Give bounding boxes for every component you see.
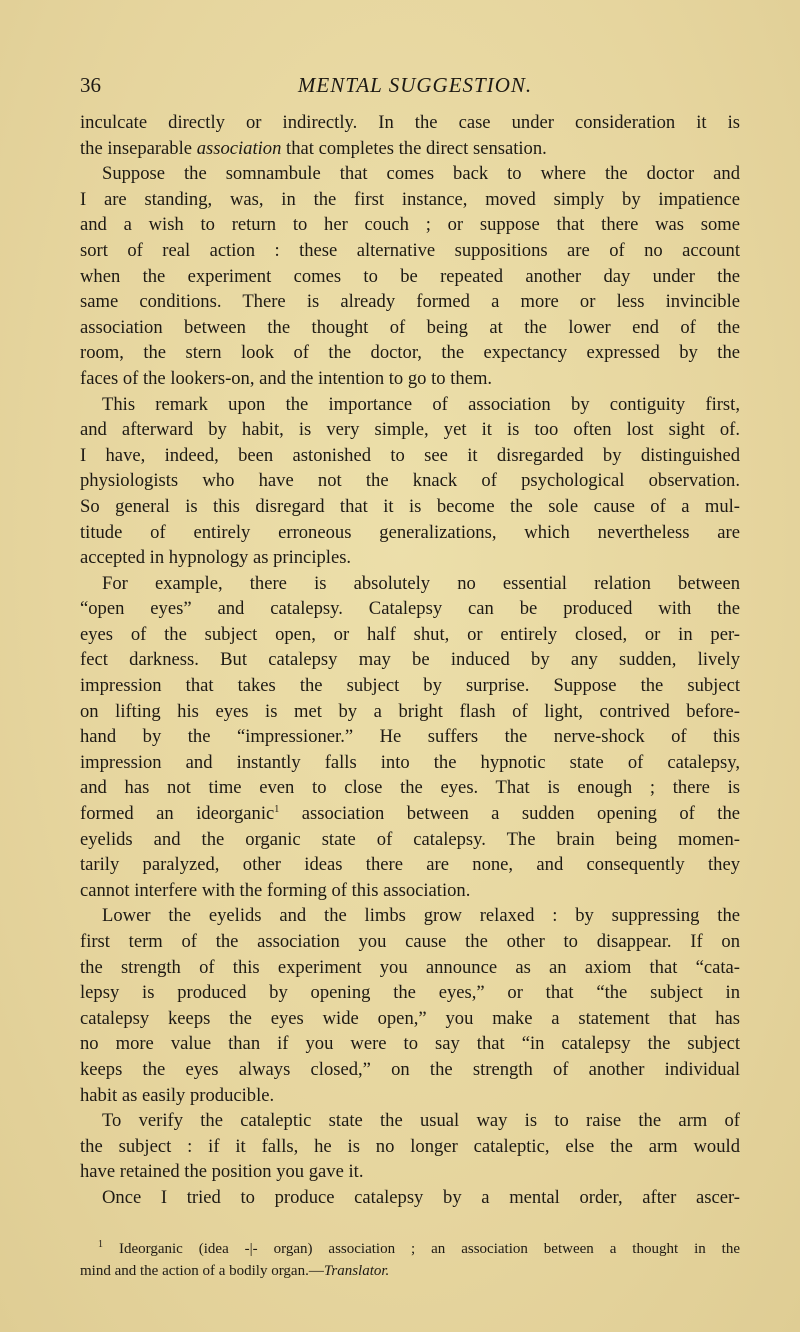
text-line: Once I tried to produce catalepsy by a mental order, after ascer- xyxy=(102,1186,740,1208)
text-line: I are standing, was, in the first instance, moved simply by impatience xyxy=(80,188,740,210)
text-line: first term of the association you cause the other to disappear. If on xyxy=(80,931,740,952)
footnote-marker: 1 xyxy=(98,1239,103,1250)
footnote-reference[interactable]: 1 xyxy=(274,803,280,815)
text-line: Lower the eyelids and the limbs grow relaxed : by suppressing the xyxy=(102,905,740,927)
text-line: For example, there is absolutely no essential relation between xyxy=(102,572,740,594)
text-line: have retained the position you gave it. xyxy=(80,1161,364,1183)
text-line: To verify the cataleptic state the usual way is to raise the arm of xyxy=(102,1110,740,1132)
text-line: inculcate directly or indirectly. In the case under consideration it is xyxy=(80,112,740,133)
text-line: accepted in hypnology as principles. xyxy=(80,547,352,569)
text-line: cannot interfere with the forming of this association. xyxy=(80,879,471,901)
text-segment: formed an ideorganic xyxy=(80,803,275,825)
text-line xyxy=(80,136,740,162)
text-line: and a wish to return to her couch ; or suppose that there was some xyxy=(80,214,740,236)
footnote-text: mind and the action of a bodily organ.— xyxy=(80,1263,324,1279)
footnote xyxy=(80,1238,740,1282)
text-line: no more value than if you were to say that “in catalepsy the subject xyxy=(80,1033,740,1055)
footnote-line xyxy=(80,1260,740,1282)
text-line: when the experiment comes to be repeated another day under the xyxy=(80,265,740,287)
text-line: catalepsy keeps the eyes wide open,” you make a statement that has xyxy=(80,1007,740,1029)
text-line: and afterward by habit, is very simple, yet it is too often lost sight of. xyxy=(80,419,740,441)
page-number: 36 xyxy=(80,73,101,97)
text-line: same conditions. There is already formed a more or less invincible xyxy=(80,291,740,313)
text-line: I have, indeed, been astonished to see it disregarded by distinguished xyxy=(80,444,740,466)
text-segment: the inseparable xyxy=(80,137,197,159)
text-line: association between the thought of being at the lower end of the xyxy=(80,316,740,338)
text-line: fect darkness. But catalepsy may be induced by any sudden, lively xyxy=(80,649,740,671)
text-line: room, the stern look of the doctor, the expectancy expressed by the xyxy=(80,342,740,364)
text-line: impression and instantly falls into the hypnotic state of catalepsy, xyxy=(80,751,740,773)
text-line: faces of the lookers-on, and the intention to go to them. xyxy=(80,367,493,389)
text-line: So general is this disregard that it is become the sole cause of a mul- xyxy=(80,495,740,517)
running-title: MENTAL SUGGESTION. xyxy=(297,73,533,97)
text-line: “open eyes” and catalepsy. Catalepsy can be produced with the xyxy=(80,598,740,620)
text-line: This remark upon the importance of association by contiguity first, xyxy=(102,393,740,415)
footnote-attribution: Translator. xyxy=(323,1263,390,1279)
text-line: the strength of this experiment you announce as an axiom that “cata- xyxy=(80,956,740,978)
text-line: tarily paralyzed, other ideas there are none, and consequently they xyxy=(80,854,740,876)
body-text xyxy=(80,110,740,1211)
text-line: and has not time even to close the eyes. That is enough ; there is xyxy=(80,777,740,799)
text-line: hand by the “impressioner.” He suffers the nerve-shock of this xyxy=(80,726,740,748)
text-segment: that completes the direct sensation. xyxy=(281,137,547,159)
text-line: eyelids and the organic state of catalepsy. The brain being momen- xyxy=(80,828,740,850)
text-segment: association between a sudden opening of the xyxy=(279,803,740,825)
text-line: titude of entirely erroneous generalizations, which nevertheless are xyxy=(80,521,740,543)
page-header xyxy=(80,70,740,100)
footnote-line xyxy=(80,1238,740,1260)
text-line: the subject : if it falls, he is no longer cataleptic, else the arm would xyxy=(80,1135,740,1157)
text-line xyxy=(80,801,740,827)
text-line: sort of real action : these alternative suppositions are of no account xyxy=(80,239,740,261)
text-line: keeps the eyes always closed,” on the strength of another individual xyxy=(80,1058,740,1080)
text-line: Suppose the somnambule that comes back to where the doctor and xyxy=(102,163,740,185)
text-line: habit as easily producible. xyxy=(80,1084,275,1106)
footnote-text: Ideorganic (idea -|- organ) association ; an association between a thought in the xyxy=(118,1241,741,1257)
text-line: on lifting his eyes is met by a bright flash of light, contrived before- xyxy=(80,700,740,722)
text-line: physiologists who have not the knack of psychological observation. xyxy=(80,470,740,492)
text-line: lepsy is produced by opening the eyes,” or that “the subject in xyxy=(80,982,740,1004)
emphasized-term: association xyxy=(196,137,282,159)
text-line: eyes of the subject open, or half shut, or entirely closed, or in per- xyxy=(80,623,740,645)
text-line: impression that takes the subject by surprise. Suppose the subject xyxy=(80,675,740,697)
